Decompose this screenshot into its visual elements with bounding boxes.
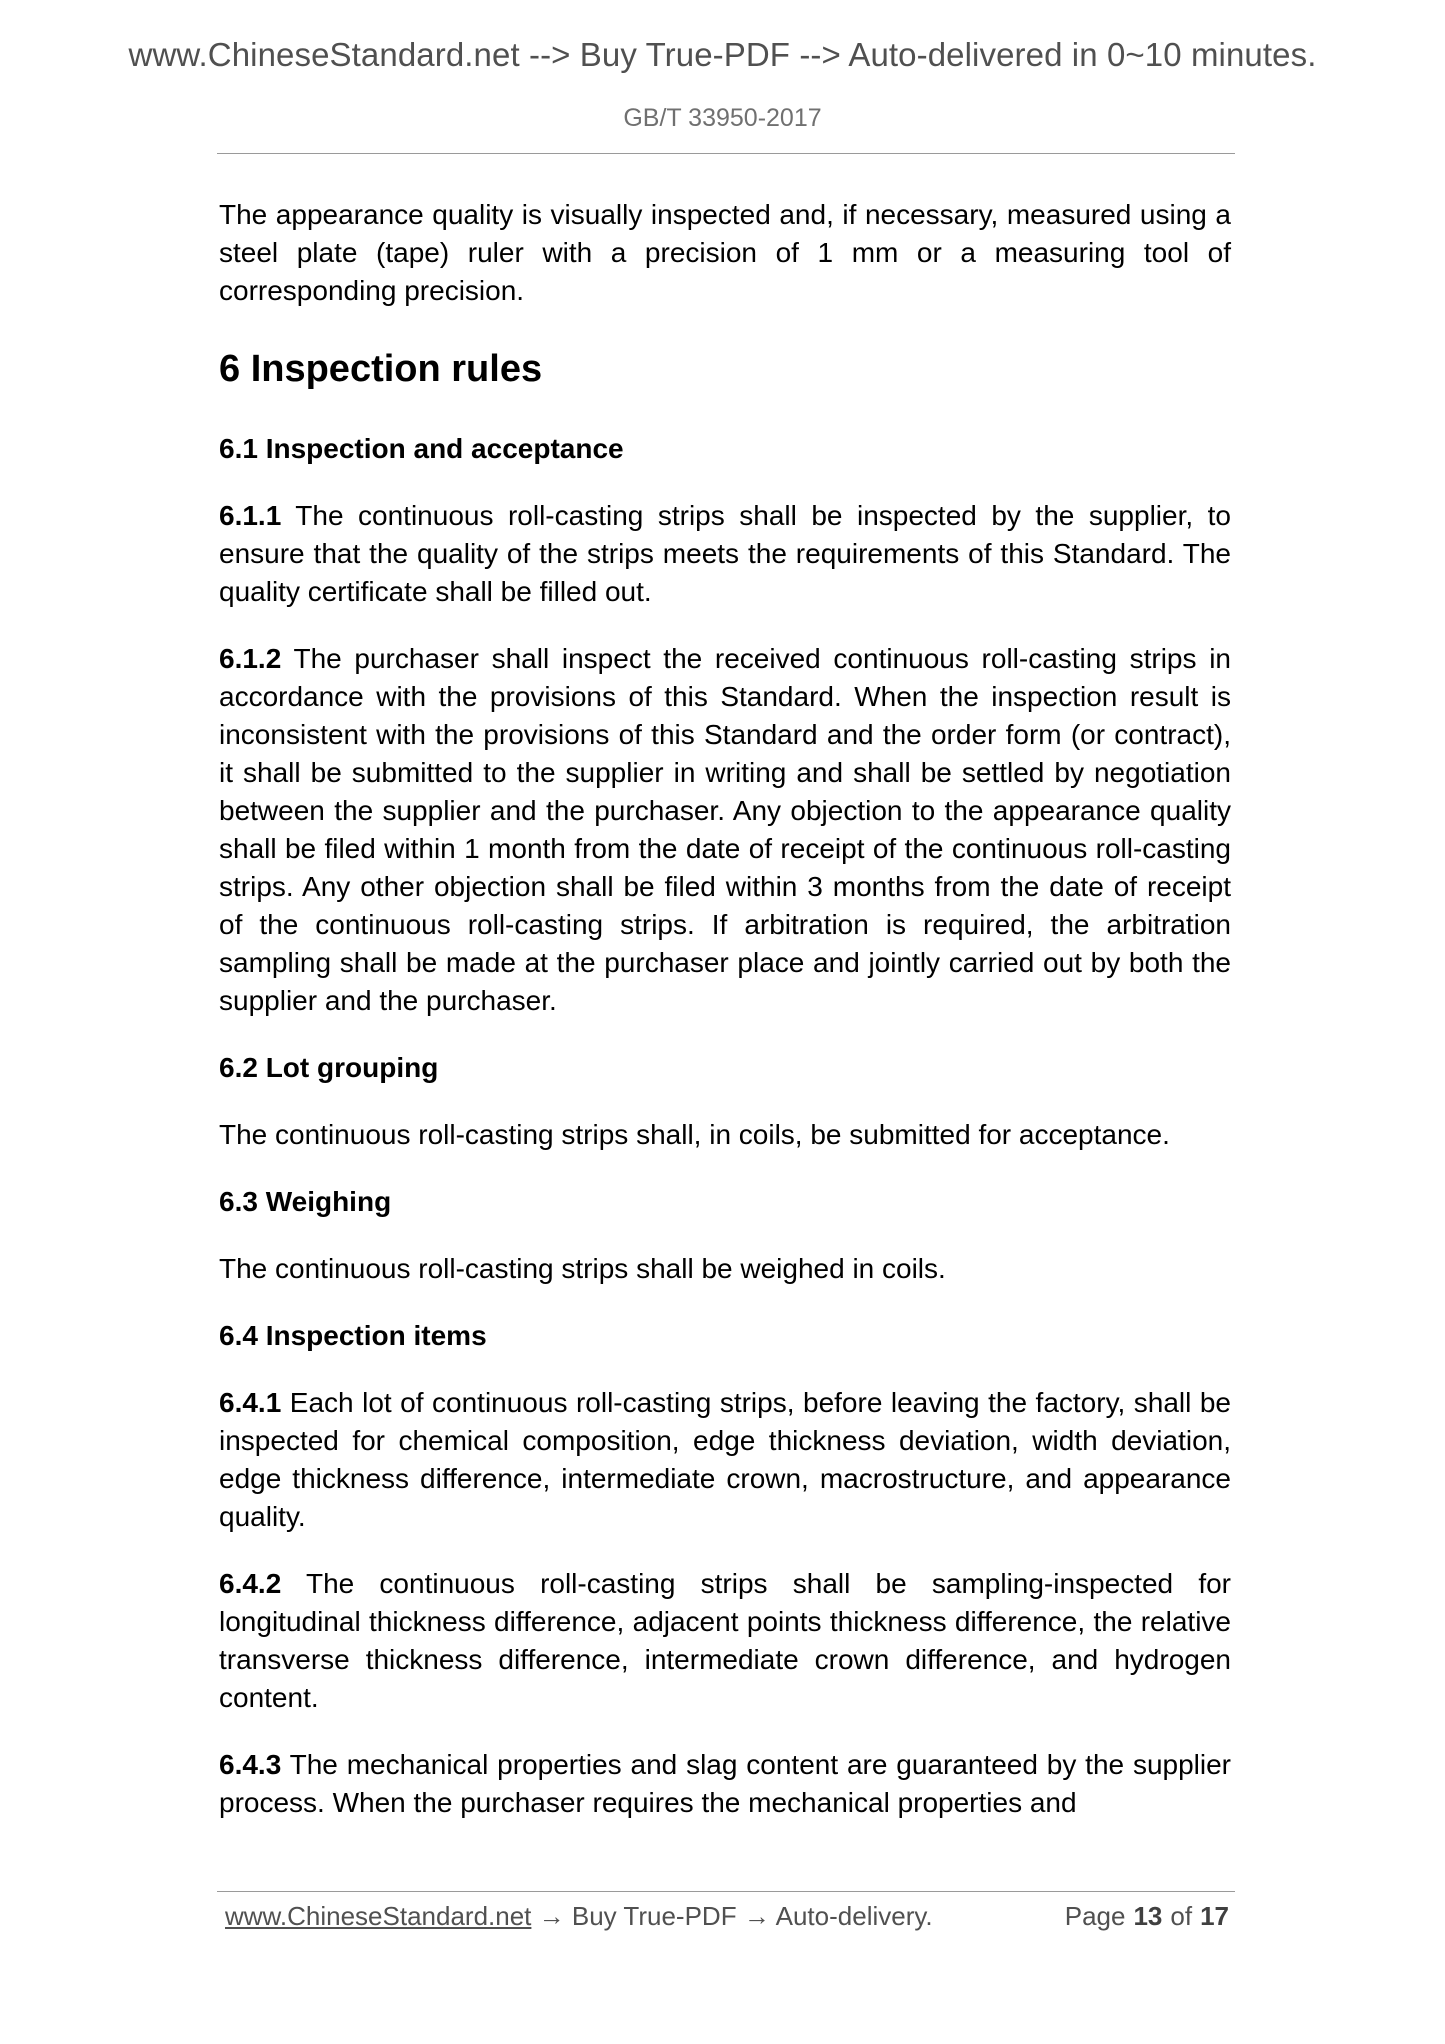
heading-6-2: 6.2 Lot grouping bbox=[219, 1052, 439, 1083]
header-banner: www.ChineseStandard.net --> Buy True-PDF --> Auto-delivered in 0~10 minutes. bbox=[128, 36, 1317, 73]
clause-text: The continuous roll-casting strips shall be inspected by the supplier, to ensure that the quality of the strips meets the requirements of this Standard. The quality certificate shall be filled out. bbox=[219, 500, 1231, 607]
page-number: 13 bbox=[1133, 1901, 1163, 1931]
clause-6-2-text: The continuous roll-casting strips shall, in coils, be submitted for acceptance. bbox=[219, 1119, 1170, 1150]
clause-6-1-1 bbox=[219, 497, 1231, 611]
footer-links bbox=[225, 1896, 933, 1936]
clause-6-4-1 bbox=[219, 1384, 1231, 1536]
buy-true-pdf-text: Buy True-PDF bbox=[571, 1901, 737, 1931]
page-label: Page bbox=[1064, 1901, 1126, 1931]
page-indicator bbox=[1065, 1896, 1229, 1936]
standard-id: GB/T 33950-2017 bbox=[623, 104, 822, 132]
clause-number: 6.1.2 bbox=[219, 643, 282, 674]
auto-delivery-text: Auto-delivery. bbox=[775, 1901, 933, 1931]
clause-6-4-2 bbox=[219, 1565, 1231, 1717]
arrow-right-icon: → bbox=[538, 1901, 565, 1931]
clause-6-1-2 bbox=[219, 640, 1231, 1020]
intro-paragraph: The appearance quality is visually inspected and, if necessary, measured using a steel plate (tape) ruler with a precision of 1 mm or a measuring tool of corresponding precision. bbox=[219, 199, 1231, 306]
clause-number: 6.4.3 bbox=[219, 1749, 282, 1780]
clause-6-3-text: The continuous roll-casting strips shall be weighed in coils. bbox=[219, 1253, 946, 1284]
clause-6-4-3 bbox=[219, 1746, 1231, 1822]
of-label: of bbox=[1170, 1901, 1193, 1931]
clause-text: The mechanical properties and slag content are guaranteed by the supplier process. When the purchaser requires the mechanical properties and bbox=[219, 1749, 1232, 1818]
heading-6-3: 6.3 Weighing bbox=[219, 1186, 392, 1217]
heading-6-1: 6.1 Inspection and acceptance bbox=[219, 433, 624, 464]
section-title: 6 Inspection rules bbox=[219, 348, 543, 390]
site-link[interactable]: www.ChineseStandard.net bbox=[225, 1901, 532, 1931]
header-divider bbox=[217, 153, 1235, 154]
footer-divider bbox=[217, 1891, 1235, 1892]
clause-number: 6.4.2 bbox=[219, 1568, 282, 1599]
clause-number: 6.1.1 bbox=[219, 500, 282, 531]
clause-text: Each lot of continuous roll-casting strips, before leaving the factory, shall be inspected for chemical composition, edge thickness deviation, width deviation, edge thickness difference, intermediate crown, macrostructure, and appearance quality. bbox=[219, 1387, 1231, 1532]
clause-text: The continuous roll-casting strips shall be sampling-inspected for longitudinal thickness difference, adjacent points thickness difference, the relative transverse thickness difference, intermediate crown difference, and hydrogen content. bbox=[219, 1568, 1231, 1713]
clause-number: 6.4.1 bbox=[219, 1387, 282, 1418]
total-pages: 17 bbox=[1200, 1901, 1229, 1931]
clause-text: The purchaser shall inspect the received continuous roll-casting strips in accordance with the provisions of this Standard. When the inspection result is inconsistent with the provisions of this Standard and the order form (or contract), it shall be submitted to the supplier in writing and shall be settled by negotiation between the supplier and the purchaser. Any objection to the appearance quality shall be filed within 1 month from the date of receipt of the continuous roll-casting strips. Any other objection shall be filed within 3 months from the date of receipt of the continuous roll-casting strips. If arbitration is required, the arbitration sampling shall be made at the purchaser place and jointly carried out by both the supplier and the purchaser. bbox=[219, 643, 1231, 1016]
page-footer bbox=[225, 1896, 1229, 1936]
arrow-right-icon: → bbox=[743, 1901, 770, 1931]
heading-6-4: 6.4 Inspection items bbox=[219, 1320, 487, 1351]
page-body bbox=[219, 196, 1231, 1851]
